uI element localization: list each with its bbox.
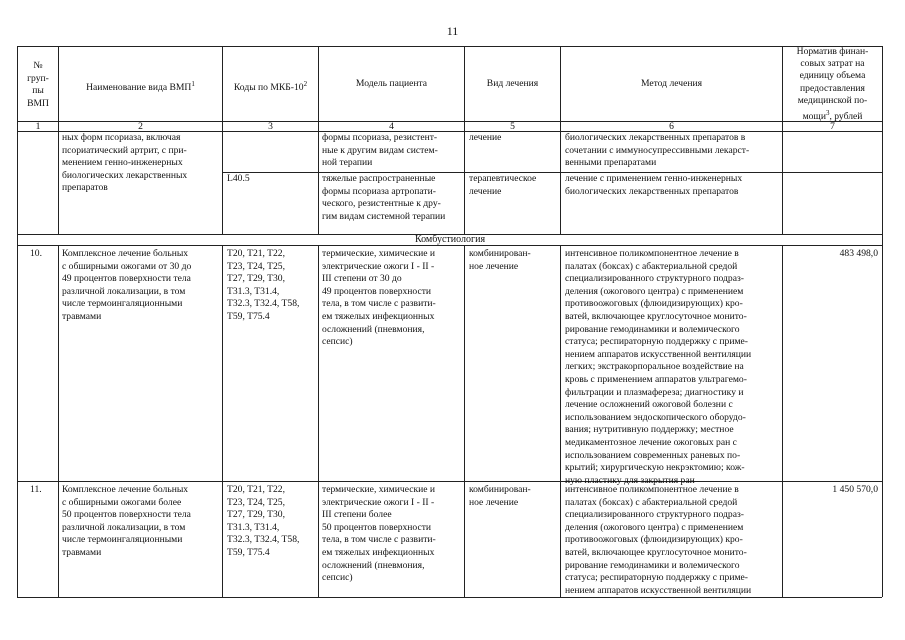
col-number-5: 5: [510, 121, 515, 132]
table-right-border: [882, 46, 883, 597]
col-divider-4: [464, 46, 465, 234]
row10-treatment: комбинирован- ное лечение: [469, 248, 531, 272]
cont-row2-treatment: терапевтическое лечение: [469, 173, 537, 197]
header-vmp-name: [59, 78, 222, 95]
cont-row2-method: лечение с применением генно-инженерных биологических лекарственных препаратов: [565, 173, 743, 197]
header-cost-norm-unit: , рублей: [829, 111, 863, 123]
footnote-1: 1: [191, 80, 195, 88]
col-divider-4: [464, 245, 465, 597]
col-divider-2: [222, 245, 223, 597]
footnote-3: 3: [825, 109, 830, 118]
footnote-2: 2: [303, 80, 308, 88]
col-divider-3: [318, 46, 319, 234]
header-cost-norm: [783, 46, 882, 123]
table-top-border: [17, 46, 882, 47]
page-number: 11: [446, 24, 459, 38]
row11-method: интенсивное поликомпонентное лечение в палатах (боксах) с абактериальной средой специализированного структурного подраз- деления (ожогового центра) с применением противоожоговых (флюидизирующих) кро- ватей, включающее круглосуточное монито- рирование гемодинамики и волемического статуса; респираторную поддержку с приме- нением аппаратов искусственной вентиляции: [565, 484, 752, 596]
row11-patient: термические, химические и электрические ожоги I - II - III степени более 50 процентов поверхности тела, в том числе с развити- ем тяжелых инфекционных осложнений (пневмония, сепсис): [322, 484, 436, 584]
col-number-6: 6: [669, 121, 674, 132]
cont-row1-patient: формы псориаза, резистент- ные к другим видам систем- ной терапии: [322, 132, 438, 169]
header-patient-model: Модель пациента: [355, 78, 428, 89]
row11-codes: T20, T21, T22, T23, T24, T25, T27, T29, T30, T31.3, T31.4, T32.3, T32.4, T58, T59, T75.4: [227, 484, 300, 558]
col-divider-5: [560, 245, 561, 597]
header-mkb-codes-text: Коды по МКБ-10: [233, 82, 304, 94]
row10-patient: термические, химические и электрические ожоги I - II - III степени от 30 до 49 процентов поверхности тела, в том числе с развити- ем тяжелых инфекционных осложнений (пневмония, сепсис): [322, 248, 436, 348]
section-title: Комбустиология: [414, 234, 486, 245]
row10-codes: T20, T21, T22, T23, T24, T25, T27, T29, T30, T31.3, T31.4, T32.3, T32.4, T58, T59, T75.4: [227, 248, 300, 322]
row11-cost: 1 450 570,0: [832, 484, 878, 495]
col-divider-6: [782, 245, 783, 597]
col-divider-2: [222, 46, 223, 234]
row10-cost: 483 498,0: [839, 248, 878, 259]
col-number-2: 2: [138, 121, 143, 132]
header-vmp-name-text: Наименование вида ВМП: [86, 82, 192, 94]
header-mkb-codes: [223, 78, 318, 95]
header-cost-norm-text: Норматив финан- совых затрат на единицу объема предоставления медицинской по- мощи: [796, 46, 869, 123]
section-bottom-border: [17, 245, 882, 246]
cont-row1-treatment: лечение: [469, 132, 502, 143]
header-treatment-method: Метод лечения: [640, 78, 703, 89]
row10-vmp-name: Комплексное лечение больных с обширными ожогами от 30 до 49 процентов поверхности тела различной локализации, в том числе термоингаляционными травмами: [62, 248, 192, 322]
row10-number: 10.: [30, 248, 42, 259]
col-number-7: 7: [830, 121, 835, 132]
row11-treatment: комбинирован- ное лечение: [469, 484, 531, 508]
cont-row2-patient: тяжелые распространенные формы псориаза артропати- ческого, резистентные к дру- гим видам системной терапии: [322, 173, 446, 222]
cont-row1-method: биологических лекарственных препаратов в сочетании с иммуносупрессивными лекарст- венными препаратами: [565, 132, 750, 169]
row10-method: интенсивное поликомпонентное лечение в палатах (боксах) с абактериальной средой специализированного структурного подраз- деления (ожогового центра) с применением противоожоговых (флюидизирующих) кро- ватей, включающее круглосуточное монито- рирование гемодинамики и волемического статуса; респираторную поддержку с приме- нением аппаратов искусственной вентиляции легких; экстракорпоральное воздействие на кровь с применением аппаратов ультрагемо- фильтрации и плазмафереза; диагностику и лечение осложнений ожоговой болезни с использованием эндоскопического оборудо- вания; нутритивную поддержку; местное медикаментозное лечение ожоговых ран с использованием современных раневых по- крытий; хирургическую некрэктомию; кож- ную пластику для закрытия ран: [565, 248, 752, 486]
col-divider-5: [560, 46, 561, 234]
col-divider-1: [58, 46, 59, 234]
col-number-3: 3: [268, 121, 273, 132]
header-group-number: № груп- пы ВМП: [27, 60, 49, 109]
header-treatment-type: Вид лечения: [486, 78, 539, 89]
row11-number: 11.: [30, 484, 42, 495]
cont-row2-codes: L40.5: [227, 173, 250, 184]
row11-vmp-name: Комплексное лечение больных с обширными ожогами более 50 процентов поверхности тела различной локализации, в том числе термоингаляционными травмами: [62, 484, 191, 558]
col-divider-1: [58, 245, 59, 597]
col-number-1: 1: [35, 121, 41, 132]
col-number-4: 4: [389, 121, 394, 132]
col-divider-3: [318, 245, 319, 597]
cont-vmp-name: ных форм псориаза, включая псориатический артрит, с при- менением генно-инженерных биологических лекарственных препаратов: [62, 132, 188, 194]
